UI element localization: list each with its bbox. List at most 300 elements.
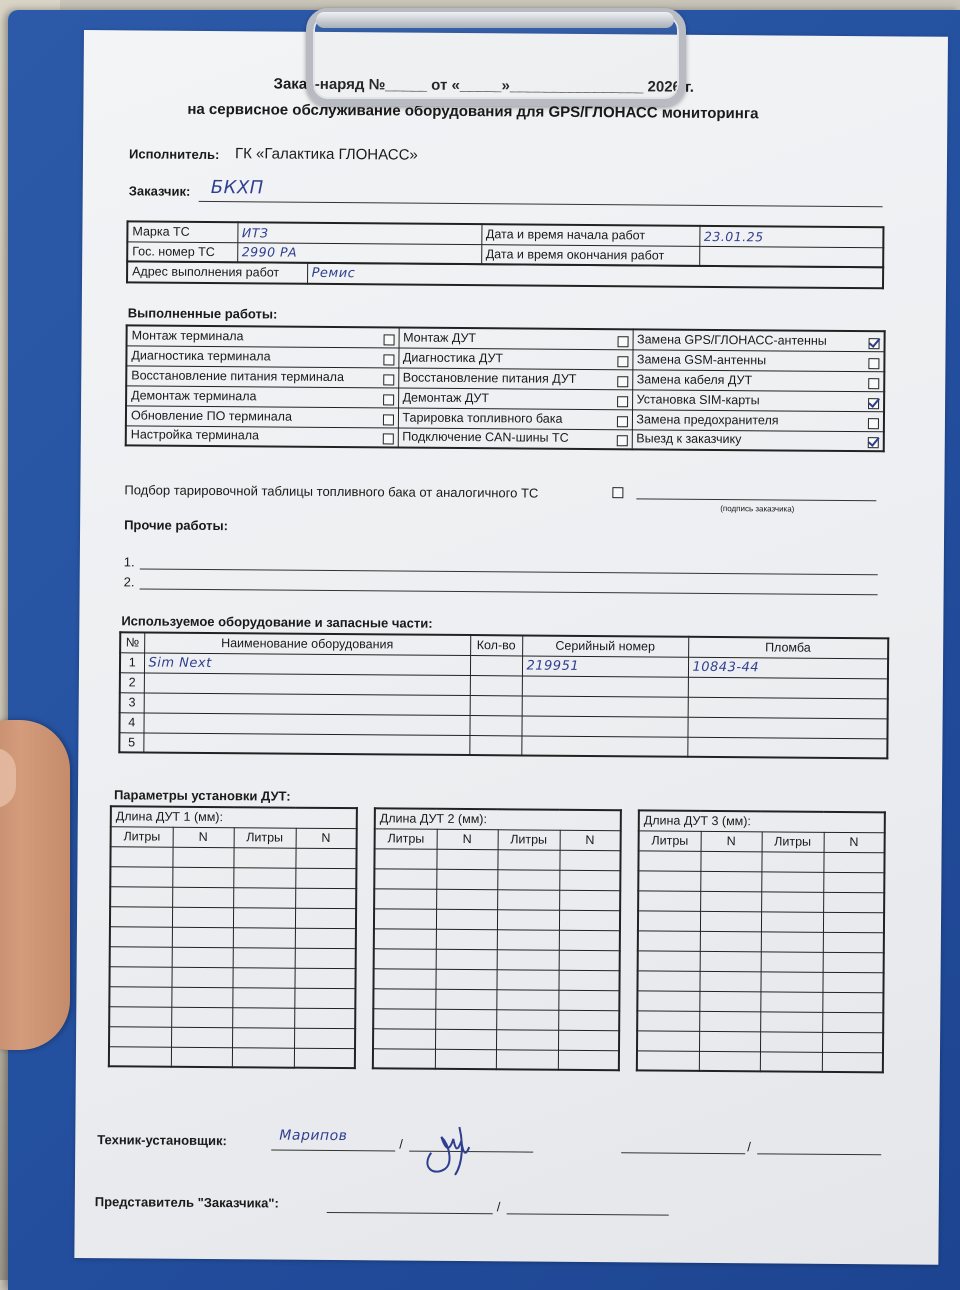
equipment-name[interactable] — [143, 732, 469, 755]
dut-header: N — [173, 827, 234, 847]
second-sign-line — [621, 1152, 745, 1154]
work-item[interactable] — [633, 329, 885, 351]
dut-cell[interactable] — [436, 869, 497, 889]
dut-cell[interactable] — [761, 871, 823, 891]
dut-cell[interactable] — [761, 851, 823, 871]
dut-cell[interactable] — [172, 847, 233, 867]
dut-cell[interactable] — [232, 1007, 294, 1027]
dut-cell[interactable] — [497, 929, 559, 949]
work-item[interactable] — [632, 389, 884, 411]
dut-cell[interactable] — [496, 1049, 558, 1069]
work-item[interactable] — [632, 369, 884, 391]
equipment-name[interactable] — [144, 672, 470, 695]
dut-cell[interactable] — [109, 1006, 171, 1026]
representative-label: Представитель "Заказчика": — [94, 1194, 279, 1211]
dut-cell[interactable] — [436, 949, 497, 969]
col-name: Наименование оборудования — [144, 632, 470, 655]
checkbox[interactable] — [383, 334, 394, 345]
dut-cell[interactable] — [822, 1052, 883, 1072]
dut-cell[interactable] — [699, 1051, 760, 1071]
table-row — [374, 908, 620, 930]
holding-thumb — [0, 720, 70, 1050]
dut-cell[interactable] — [295, 848, 356, 868]
col-seal: Пломба — [688, 637, 888, 659]
dut-cell[interactable] — [497, 849, 559, 869]
dut-cell[interactable] — [373, 968, 435, 988]
dut-cell[interactable] — [559, 950, 620, 970]
table-row — [110, 866, 356, 888]
other-item-2: 2. — [123, 574, 135, 590]
dut-cell[interactable] — [638, 930, 700, 950]
dut-cell[interactable] — [110, 866, 172, 886]
table-row — [110, 946, 356, 968]
work-order-sheet — [74, 30, 948, 1265]
checkbox[interactable] — [868, 398, 879, 409]
plate-label: Гос. номер ТС — [127, 241, 237, 262]
equipment-seal[interactable] — [687, 737, 887, 759]
dut-cell[interactable] — [436, 909, 497, 929]
dut-cell[interactable] — [436, 849, 497, 869]
work-item[interactable] — [398, 427, 632, 449]
work-label: Диагностика терминала — [131, 347, 271, 363]
clipboard-clip-bar — [316, 12, 674, 28]
dut-header: N — [701, 831, 762, 851]
dut-cell[interactable] — [374, 928, 436, 948]
equipment-table — [118, 631, 889, 759]
dut-cell[interactable] — [233, 907, 295, 927]
dut-cell[interactable] — [233, 927, 295, 947]
checkbox[interactable] — [383, 394, 394, 405]
executor-value: ГК «Галактика ГЛОНАСС» — [234, 145, 418, 164]
dut-cell[interactable] — [638, 850, 700, 870]
dut-cell[interactable] — [822, 972, 883, 992]
dut-cell[interactable] — [700, 891, 761, 911]
technician-label: Техник-установщик: — [97, 1132, 227, 1149]
dut-cell[interactable] — [558, 990, 619, 1010]
table-row — [638, 870, 884, 892]
dut-cell[interactable] — [110, 846, 172, 866]
dut-cell[interactable] — [373, 1048, 435, 1068]
row-number: 5 — [119, 732, 143, 752]
dut-cell[interactable] — [436, 929, 497, 949]
customer-sign-line — [636, 498, 876, 501]
address-table — [126, 261, 884, 288]
dut-cell[interactable] — [232, 1027, 294, 1047]
dut-cell[interactable] — [761, 911, 823, 931]
equipment-title: Используемое оборудование и запасные части: — [121, 613, 433, 631]
address-label: Адрес выполнения работ — [127, 262, 307, 283]
work-item[interactable] — [632, 429, 884, 451]
dut-cell[interactable] — [373, 1008, 435, 1028]
dut-cell[interactable] — [760, 971, 822, 991]
dut-cell[interactable] — [761, 931, 823, 951]
dut-cell[interactable] — [295, 948, 356, 968]
dut-cell[interactable] — [496, 969, 558, 989]
dut-cell[interactable] — [232, 987, 294, 1007]
work-item[interactable] — [126, 385, 398, 407]
table-row — [109, 1026, 355, 1048]
table-row — [374, 868, 620, 890]
dut-cell[interactable] — [761, 891, 823, 911]
dut-cell[interactable] — [435, 969, 496, 989]
checkbox[interactable] — [868, 418, 879, 429]
dut-header: N — [560, 830, 621, 850]
equipment-seal[interactable] — [688, 697, 888, 719]
table-row — [109, 986, 355, 1008]
thumbnail — [0, 748, 16, 808]
customer-handwritten: БКХП — [210, 177, 264, 199]
dut-header: N — [296, 828, 357, 848]
dut-cell[interactable] — [295, 908, 356, 928]
dut-cell[interactable] — [294, 1008, 355, 1028]
dut-header: N — [824, 832, 885, 852]
dut-cell[interactable] — [558, 970, 619, 990]
dut-cell[interactable] — [822, 992, 883, 1012]
dut-cell[interactable] — [700, 851, 761, 871]
work-label: Замена кабеля ДУТ — [636, 371, 753, 387]
dut-cell[interactable] — [497, 909, 559, 929]
dut-cell[interactable] — [374, 908, 436, 928]
table-row — [637, 1050, 883, 1072]
work-label: Замена предохранителя — [636, 411, 779, 427]
table-row — [637, 990, 883, 1012]
dut-header: Литры — [375, 828, 437, 848]
dut-cell[interactable] — [294, 988, 355, 1008]
dut-cell[interactable] — [294, 968, 355, 988]
col-serial: Серийный номер — [522, 635, 688, 656]
dut-cell[interactable] — [435, 989, 496, 1009]
table-row — [374, 948, 620, 970]
dut-cell[interactable] — [295, 928, 356, 948]
table-row — [110, 886, 356, 908]
vehicle-table — [126, 220, 884, 268]
work-item[interactable] — [398, 347, 632, 369]
work-item[interactable] — [127, 325, 399, 347]
col-number: № — [120, 632, 144, 652]
dut-cell[interactable] — [295, 868, 356, 888]
dut-cell[interactable] — [435, 1009, 496, 1029]
dut-cell[interactable] — [823, 872, 884, 892]
slash: / — [399, 1136, 403, 1152]
dut-table-1 — [108, 805, 358, 1069]
dut-cell[interactable] — [760, 1051, 822, 1071]
equipment-seal[interactable]: 10843-44 — [688, 657, 888, 679]
table-row — [374, 888, 620, 910]
checkbox[interactable] — [617, 336, 628, 347]
dut-cell[interactable] — [435, 1049, 496, 1069]
checkbox[interactable] — [383, 354, 394, 365]
work-label: Восстановление питания ДУТ — [402, 370, 577, 386]
dut-header: Литры — [498, 829, 560, 849]
dut-cell[interactable] — [700, 871, 761, 891]
equipment-serial[interactable] — [521, 735, 687, 756]
checkbox[interactable] — [616, 435, 627, 446]
dut-cell[interactable] — [110, 946, 172, 966]
dut-cell[interactable] — [374, 848, 436, 868]
slash-2: / — [747, 1139, 751, 1155]
dut-cell[interactable] — [823, 852, 884, 872]
dut-cell[interactable] — [496, 1009, 558, 1029]
checkbox[interactable] — [617, 396, 628, 407]
work-item[interactable] — [126, 365, 398, 387]
table-row — [637, 1030, 883, 1052]
start-label: Дата и время начала работ — [481, 224, 699, 246]
work-item[interactable] — [126, 345, 398, 367]
work-label: Замена GPS/ГЛОНАСС-антенны — [637, 332, 827, 348]
dut-cell[interactable] — [373, 988, 435, 1008]
equipment-name[interactable] — [143, 712, 469, 735]
dut-cell[interactable] — [699, 1031, 760, 1051]
dut-cell[interactable] — [559, 850, 620, 870]
dut-caption: Длина ДУТ 2 (мм): — [375, 808, 621, 830]
dut-header: Литры — [762, 831, 824, 851]
dut-cell[interactable] — [699, 991, 760, 1011]
dut-cell[interactable] — [110, 926, 172, 946]
dut-cell[interactable] — [699, 1011, 760, 1031]
dut-header: N — [437, 829, 498, 849]
dut-title: Параметры установки ДУТ: — [113, 787, 291, 804]
dut-cell[interactable] — [497, 889, 559, 909]
equipment-qty[interactable] — [470, 675, 522, 695]
table-row — [110, 906, 356, 928]
dut-cell[interactable] — [559, 890, 620, 910]
table-row — [110, 846, 356, 868]
dut-cell[interactable] — [700, 911, 761, 931]
equipment-qty[interactable] — [469, 715, 521, 735]
table-row — [373, 968, 619, 990]
dut-cell[interactable] — [374, 948, 436, 968]
dut-cell[interactable] — [637, 970, 699, 990]
dut-cell[interactable] — [558, 1050, 619, 1070]
table-row — [374, 928, 620, 950]
dut-cell[interactable] — [110, 906, 172, 926]
dut-cell[interactable] — [171, 1027, 232, 1047]
dut-cell[interactable] — [699, 971, 760, 991]
dut-cell[interactable] — [172, 867, 233, 887]
dut-cell[interactable] — [638, 950, 700, 970]
plate-value: 2990 РА — [237, 242, 481, 264]
checkbox[interactable] — [382, 414, 393, 425]
dut-cell[interactable] — [637, 1050, 699, 1070]
work-label: Демонтаж ДУТ — [402, 390, 490, 405]
order-title-line1: Заказ-наряд №_____ от «_____»________________ 2026 г. — [273, 75, 695, 96]
work-label: Диагностика ДУТ — [402, 350, 504, 365]
dut-cell[interactable] — [374, 888, 436, 908]
equipment-qty[interactable] — [469, 735, 521, 755]
work-item[interactable] — [632, 409, 884, 431]
dut-cell[interactable] — [559, 910, 620, 930]
equipment-seal[interactable] — [688, 677, 888, 699]
dut-cell[interactable] — [172, 887, 233, 907]
dut-cell[interactable] — [559, 870, 620, 890]
work-item[interactable] — [126, 405, 398, 427]
dut-cell[interactable] — [233, 847, 295, 867]
dut-cell[interactable] — [558, 1010, 619, 1030]
dut-cell[interactable] — [295, 888, 356, 908]
dut-caption: Длина ДУТ 3 (мм): — [639, 810, 885, 832]
work-label: Установка SIM-карты — [636, 391, 760, 407]
row-number: 2 — [120, 672, 144, 692]
dut-cell[interactable] — [172, 907, 233, 927]
other-works-title: Прочие работы: — [124, 517, 229, 534]
dut-cell[interactable] — [760, 1031, 822, 1051]
technician-name-line — [271, 1150, 395, 1152]
dut-cell[interactable] — [171, 1007, 232, 1027]
works-table — [125, 324, 886, 452]
row-number: 1 — [120, 652, 144, 672]
brand-value: ИТЗ — [237, 222, 481, 244]
table-row — [110, 926, 356, 948]
dut-cell[interactable] — [822, 1032, 883, 1052]
dut-cell[interactable] — [822, 1012, 883, 1032]
equipment-name[interactable]: Sim Next — [144, 652, 470, 675]
dut-cell[interactable] — [637, 1010, 699, 1030]
checkbox[interactable] — [382, 434, 393, 445]
table-row — [373, 988, 619, 1010]
dut-cell[interactable] — [374, 868, 436, 888]
dut-cell[interactable] — [171, 1047, 232, 1067]
dut-cell[interactable] — [700, 951, 761, 971]
work-label: Демонтаж терминала — [131, 387, 257, 403]
dut-cell[interactable] — [109, 966, 171, 986]
dut-cell[interactable] — [294, 1048, 355, 1068]
checkbox[interactable] — [383, 374, 394, 385]
table-row — [638, 930, 884, 952]
checkbox[interactable] — [868, 358, 879, 369]
dut-cell[interactable] — [823, 892, 884, 912]
dut-cell[interactable] — [823, 912, 884, 932]
dut-cell[interactable] — [172, 947, 233, 967]
calibration-label: Подбор тарировочной таблицы топливного бака от аналогичного ТС — [124, 482, 539, 501]
dut-cell[interactable] — [638, 870, 700, 890]
dut-cell[interactable] — [233, 867, 295, 887]
start-value: 23.01.25 — [699, 226, 883, 247]
order-title-line2: на сервисное обслуживание оборудования для GPS/ГЛОНАСС мониторинга — [187, 100, 759, 123]
dut-cell[interactable] — [109, 1046, 171, 1066]
dut-cell[interactable] — [171, 987, 232, 1007]
dut-cell[interactable] — [760, 991, 822, 1011]
checkbox[interactable] — [617, 376, 628, 387]
executor-label: Исполнитель: — [128, 146, 220, 163]
technician-signature-icon — [419, 1123, 489, 1180]
equipment-name[interactable] — [144, 692, 470, 715]
dut-table-3 — [636, 809, 886, 1073]
equipment-serial[interactable]: 219951 — [522, 655, 688, 676]
dut-cell[interactable] — [497, 869, 559, 889]
dut-cell[interactable] — [760, 1011, 822, 1031]
dut-table-2 — [372, 807, 622, 1071]
checkbox[interactable] — [616, 416, 627, 427]
dut-cell[interactable] — [823, 952, 884, 972]
col-qty: Кол-во — [470, 635, 522, 655]
dut-cell[interactable] — [823, 932, 884, 952]
dut-cell[interactable] — [172, 927, 233, 947]
table-row — [638, 890, 884, 912]
dut-cell[interactable] — [233, 887, 295, 907]
dut-header: Литры — [234, 827, 296, 847]
dut-cell[interactable] — [232, 967, 294, 987]
checkbox[interactable] — [868, 378, 879, 389]
dut-cell[interactable] — [497, 949, 559, 969]
dut-cell[interactable] — [637, 1030, 699, 1050]
equipment-qty[interactable] — [470, 655, 522, 675]
work-item[interactable] — [399, 327, 633, 349]
dut-cell[interactable] — [109, 986, 171, 1006]
work-label: Тарировка топливного бака — [402, 410, 563, 426]
dut-cell[interactable] — [109, 1026, 171, 1046]
dut-cell[interactable] — [294, 1028, 355, 1048]
representative-sign-line — [327, 1212, 493, 1214]
work-item[interactable] — [398, 407, 632, 429]
work-item[interactable] — [126, 425, 398, 447]
dut-cell[interactable] — [110, 886, 172, 906]
equipment-qty[interactable] — [470, 695, 522, 715]
work-label: Восстановление питания терминала — [131, 367, 345, 384]
other-item-1: 1. — [123, 554, 135, 570]
dut-cell[interactable] — [435, 1029, 496, 1049]
dut-cell[interactable] — [637, 990, 699, 1010]
table-row — [637, 970, 883, 992]
work-item[interactable] — [398, 367, 632, 389]
dut-cell[interactable] — [232, 1047, 294, 1067]
checkbox[interactable] — [869, 338, 880, 349]
work-item[interactable] — [632, 349, 884, 371]
sign-caption: (подпись заказчика) — [720, 504, 795, 514]
work-item[interactable] — [398, 387, 632, 409]
checkbox[interactable] — [868, 437, 879, 448]
end-label: Дата и время окончания работ — [481, 244, 699, 266]
table-row — [109, 966, 355, 988]
table-row — [109, 1006, 355, 1028]
other-line-1[interactable] — [140, 568, 878, 575]
customer-line — [199, 201, 883, 207]
dut-header: Литры — [111, 826, 173, 846]
equipment-seal[interactable] — [687, 717, 887, 739]
dut-header: Литры — [639, 830, 701, 850]
dut-cell[interactable] — [559, 930, 620, 950]
table-row — [109, 1046, 355, 1068]
work-label: Настройка терминала — [130, 427, 260, 443]
work-label: Подключение CAN-шины ТС — [402, 429, 569, 446]
checkbox[interactable] — [617, 356, 628, 367]
dut-cell[interactable] — [761, 951, 823, 971]
dut-cell[interactable] — [373, 1028, 435, 1048]
dut-cell[interactable] — [558, 1030, 619, 1050]
equipment-serial[interactable] — [521, 715, 687, 736]
equipment-serial[interactable] — [522, 675, 688, 696]
equipment-serial[interactable] — [522, 695, 688, 716]
dut-cell[interactable] — [638, 910, 700, 930]
dut-cell[interactable] — [496, 1029, 558, 1049]
dut-cell[interactable] — [496, 989, 558, 1009]
dut-cell[interactable] — [700, 931, 761, 951]
table-row — [637, 1010, 883, 1032]
table-row — [638, 910, 884, 932]
table-row — [638, 950, 884, 972]
dut-cell[interactable] — [233, 947, 295, 967]
technician-name: Марипов — [279, 1127, 348, 1145]
dut-cell[interactable] — [436, 889, 497, 909]
other-line-2[interactable] — [140, 588, 878, 595]
row-number: 3 — [120, 692, 144, 712]
work-label: Обновление ПО терминала — [130, 407, 293, 424]
dut-caption: Длина ДУТ 1 (мм): — [111, 806, 357, 828]
dut-cell[interactable] — [638, 890, 700, 910]
dut-cell[interactable] — [171, 967, 232, 987]
address-value: Ремис — [307, 263, 883, 288]
calibration-checkbox[interactable] — [612, 487, 623, 498]
work-label: Монтаж терминала — [131, 328, 244, 344]
